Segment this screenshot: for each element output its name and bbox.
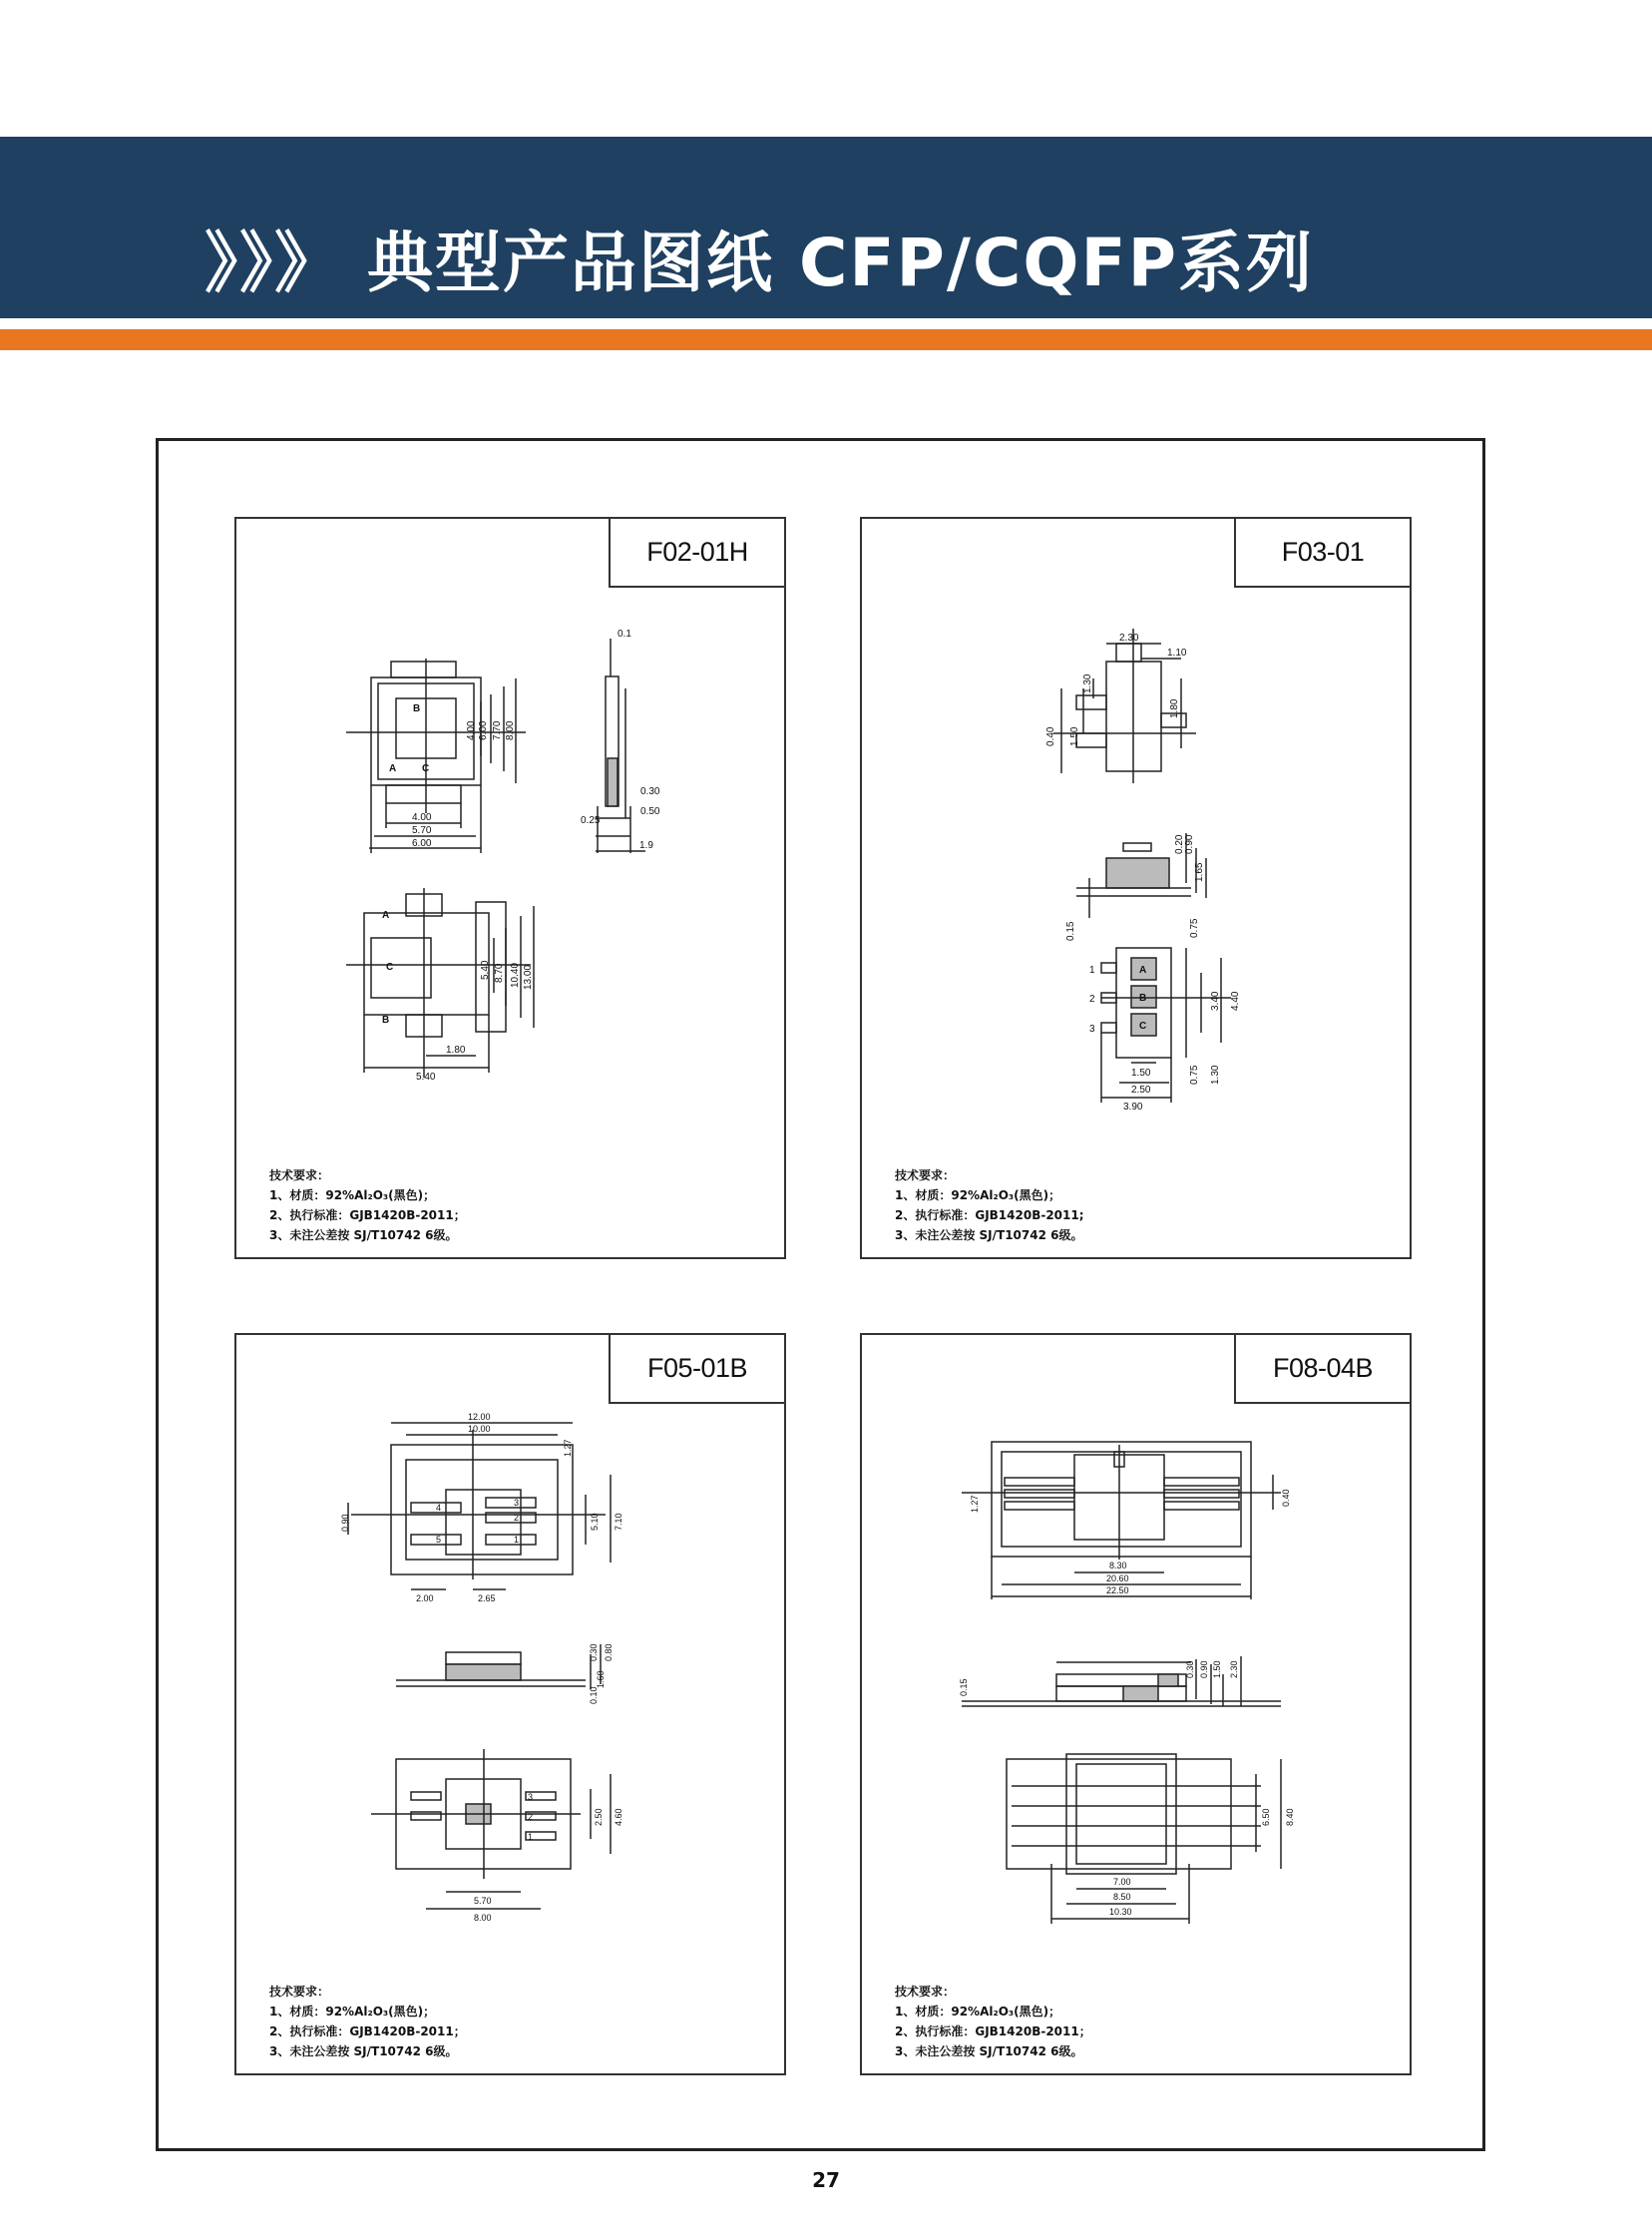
dim-label: 7.70	[492, 720, 503, 740]
pin-label: 2	[528, 1812, 534, 1822]
dim-label: 0.15	[1065, 921, 1076, 941]
notes-standard: 2、执行标准：GJB1420B-2011；	[269, 2024, 466, 2038]
dim-label: 12.00	[468, 1412, 491, 1422]
dim-label: 1.30	[1082, 673, 1093, 693]
dim-label: 8.00	[474, 1913, 492, 1923]
panel-code-label: F02-01H	[609, 519, 784, 588]
notes-tolerance: 3、未注公差按 SJ/T10742 6级。	[895, 2044, 1083, 2058]
pin-label: B	[413, 703, 421, 714]
dim-label: 1.50	[1131, 1068, 1151, 1079]
pin-label: A	[389, 763, 397, 774]
dim-label: 5.10	[590, 1513, 600, 1531]
dim-label: 3.40	[1210, 991, 1221, 1011]
dim-label: 0.40	[1281, 1489, 1291, 1507]
notes-heading: 技术要求：	[269, 1168, 330, 1182]
pin-label: 1	[1089, 965, 1095, 976]
dim-label: 10.30	[1109, 1907, 1132, 1917]
drawing-panel-f05-01b	[234, 1333, 786, 2075]
dim-label: 7.00	[1113, 1877, 1131, 1887]
notes-standard: 2、执行标准：GJB1420B-2011；	[895, 2024, 1091, 2038]
dim-label: 7.10	[614, 1513, 623, 1531]
dim-label: 5.70	[412, 825, 432, 836]
technical-drawing-f02-01h	[236, 519, 788, 1137]
notes-heading: 技术要求：	[895, 1985, 956, 1999]
pin-label: 1	[528, 1832, 534, 1842]
pin-label: A	[382, 910, 390, 921]
dim-label: 2.00	[416, 1593, 434, 1603]
dim-label: 0.25	[581, 815, 601, 826]
dim-label: 0.90	[340, 1514, 350, 1532]
dim-label: 1.27	[563, 1439, 573, 1457]
notes-material: 1、材质：92%Al₂O₃(黑色)；	[269, 1188, 436, 1202]
dim-label: 8.30	[1109, 1561, 1127, 1570]
notes-standard: 2、执行标准：GJB1420B-2011；	[269, 1208, 466, 1222]
dim-label: 10.00	[468, 1424, 491, 1434]
technical-notes	[269, 1165, 466, 1245]
dim-label: 2.65	[478, 1593, 496, 1603]
dim-label: 0.30	[589, 1643, 599, 1661]
dim-label: 1.9	[639, 840, 653, 851]
dim-label: 10.40	[510, 962, 521, 988]
pin-label: 2	[1089, 994, 1095, 1005]
pin-label: B	[1139, 993, 1147, 1004]
dim-label: 4.00	[412, 812, 432, 823]
dim-label: 1.50	[1069, 726, 1080, 746]
dim-label: 4.40	[1230, 991, 1241, 1011]
dim-label: 0.10	[589, 1686, 599, 1704]
dim-label: 20.60	[1106, 1573, 1129, 1583]
dim-label: 8.40	[1285, 1808, 1295, 1826]
dim-label: 6.00	[478, 720, 489, 740]
dim-label: 0.15	[959, 1678, 969, 1696]
pin-label: 3	[1089, 1024, 1095, 1035]
dim-label: 1.30	[1210, 1065, 1221, 1085]
dim-label: 0.30	[640, 786, 660, 797]
pin-label: 4	[436, 1503, 442, 1513]
dim-label: 0.75	[1189, 1065, 1200, 1085]
pin-label: 3	[514, 1498, 520, 1508]
dim-label: 8.70	[494, 963, 505, 983]
dim-label: 1.10	[1167, 648, 1187, 659]
notes-tolerance: 3、未注公差按 SJ/T10742 6级。	[269, 2044, 458, 2058]
dim-label: 1.80	[446, 1045, 466, 1056]
notes-material: 1、材质：92%Al₂O₃(黑色)；	[895, 2005, 1061, 2018]
dim-label: 5.40	[416, 1072, 436, 1083]
header-accent-stripe	[0, 329, 1652, 350]
drawing-panel-f08-04b	[860, 1333, 1412, 2075]
dim-label: 13.00	[523, 964, 534, 990]
page-number: 27	[812, 2168, 840, 2192]
notes-standard: 2、执行标准：GJB1420B-2011;	[895, 1208, 1084, 1222]
technical-drawing-f03-01	[862, 519, 1414, 1137]
dim-label: 1.50	[1212, 1660, 1222, 1678]
notes-tolerance: 3、未注公差按 SJ/T10742 6级。	[269, 1228, 458, 1242]
notes-heading: 技术要求：	[895, 1168, 956, 1182]
notes-heading: 技术要求：	[269, 1985, 330, 1999]
dim-label: 8.00	[505, 720, 516, 740]
dim-label: 8.50	[1113, 1892, 1131, 1902]
dim-label: 0.75	[1189, 918, 1200, 938]
dim-label: 2.30	[1229, 1660, 1239, 1678]
pin-label: C	[1139, 1021, 1147, 1032]
page-title: 》》》 典型产品图纸 CFP/CQFP系列	[205, 224, 1314, 301]
dim-label: 0.50	[640, 806, 660, 817]
dim-label: 6.00	[412, 838, 432, 849]
notes-material: 1、材质：92%Al₂O₃(黑色)；	[895, 1188, 1061, 1202]
dim-label: 2.50	[594, 1808, 604, 1826]
dim-label: 5.40	[480, 960, 491, 980]
pin-label: 3	[528, 1792, 534, 1802]
pin-label: B	[382, 1015, 390, 1026]
dim-label: 0.40	[1045, 726, 1056, 746]
dim-label: 1.60	[596, 1670, 606, 1688]
technical-drawing-f08-04b	[862, 1335, 1414, 1954]
notes-material: 1、材质：92%Al₂O₃(黑色)；	[269, 2005, 436, 2018]
dim-label: 6.50	[1261, 1808, 1271, 1826]
technical-notes	[269, 1982, 466, 2061]
dim-label: 2.50	[1131, 1085, 1151, 1096]
dim-label: 1.27	[970, 1495, 980, 1513]
pin-label: 1	[514, 1535, 520, 1545]
notes-tolerance: 3、未注公差按 SJ/T10742 6级。	[895, 1228, 1083, 1242]
dim-label: 0.80	[604, 1643, 614, 1661]
dim-label: 1.65	[1194, 862, 1205, 882]
dim-label: 4.00	[466, 720, 477, 740]
dim-label: 4.60	[614, 1808, 623, 1826]
pin-label: A	[1139, 965, 1147, 976]
panel-code-label: F05-01B	[609, 1335, 784, 1404]
dim-label: 22.50	[1106, 1585, 1129, 1595]
drawing-panel-f03-01	[860, 517, 1412, 1259]
panel-code-label: F08-04B	[1234, 1335, 1410, 1404]
technical-drawing-f05-01b	[236, 1335, 788, 1954]
technical-notes	[895, 1982, 1091, 2061]
dim-label: 0.20	[1174, 834, 1185, 854]
dim-label: 0.90	[1199, 1660, 1209, 1678]
dim-label: 5.70	[474, 1896, 492, 1906]
dim-label: 0.1	[618, 629, 631, 640]
dim-label: 0.90	[1184, 834, 1195, 854]
dim-label: 3.90	[1123, 1102, 1143, 1113]
dim-label: 0.30	[1185, 1660, 1195, 1678]
technical-notes	[895, 1165, 1084, 1245]
pin-label: C	[422, 763, 430, 774]
panel-code-label: F03-01	[1234, 519, 1410, 588]
pin-label: C	[386, 962, 394, 973]
pin-label: 2	[514, 1513, 520, 1523]
drawing-panel-f02-01h	[234, 517, 786, 1259]
dim-label: 1.80	[1169, 698, 1180, 718]
pin-label: 5	[436, 1535, 442, 1545]
dim-label: 2.30	[1119, 633, 1139, 644]
